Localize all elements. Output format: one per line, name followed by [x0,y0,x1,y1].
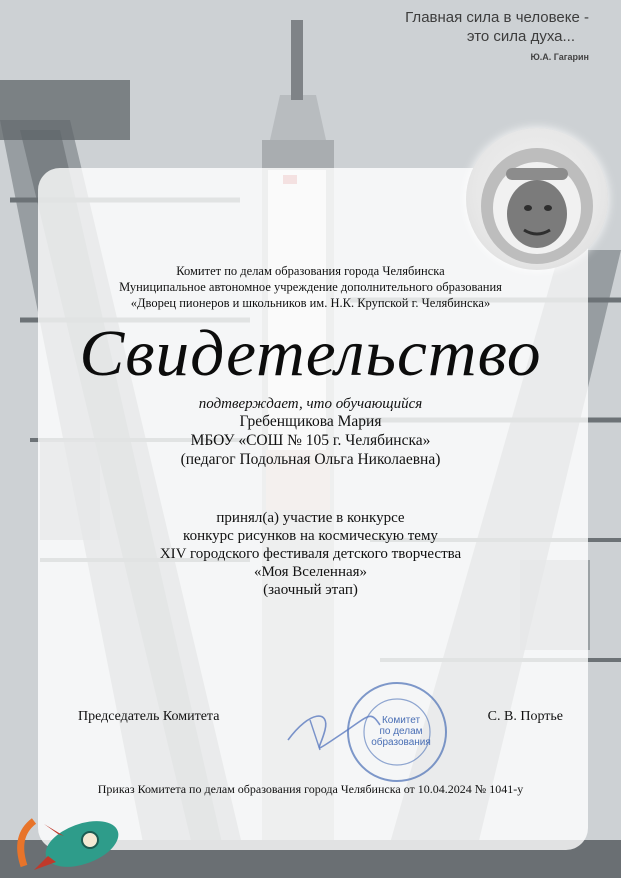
organization-line-1: Комитет по делам образования города Челябинска [176,264,445,278]
contest-line-3: XIV городского фестиваля детского творчества [159,546,462,562]
stamp-line-2: по делам [379,726,423,737]
epigraph-line-2: это сила духа... [466,28,575,45]
contest-info [0,509,621,599]
stamp-line-1: Комитет [381,715,421,726]
contest-line-4: «Моя Вселенная» [253,564,368,580]
cosmonaut-portrait-image [466,128,608,270]
epigraph [405,8,589,62]
organization-header [0,263,621,311]
cosmonaut-portrait [466,128,608,270]
chairman-label: Председатель Комитета [78,709,220,724]
student-info [0,412,621,469]
epigraph-author: Ю.А. Гагарин [530,52,589,62]
student-name: Гребенщикова Мария [239,413,382,430]
handwritten-signature [280,700,390,760]
contest-line-2: конкурс рисунков на космическую тему [183,528,438,544]
cartoon-rocket-icon [4,796,124,876]
organization-line-3: «Дворец пионеров и школьников им. Н.К. Крупской г. Челябинска» [130,296,491,310]
order-reference: Приказ Комитета по делам образования города Челябинска от 10.04.2024 № 1041-у [97,782,524,796]
epigraph-line-1: Главная сила в человеке - [405,9,589,26]
chairman-name: С. В. Портье [487,709,563,724]
contest-line-1: принял(а) участие в конкурсе [216,510,405,526]
organization-line-2: Муниципальное автономное учреждение дополнительного образования [119,280,502,294]
certificate-title: Свидетельство [79,317,542,390]
contest-line-5: (заочный этап) [263,582,358,598]
confirm-text: подтверждает, что обучающийся [198,396,423,412]
student-teacher: (педагог Подольная Ольга Николаевна) [180,451,441,468]
stamp-line-3: образования [371,737,431,748]
student-school: МБОУ «СОШ № 105 г. Челябинска» [190,432,431,449]
